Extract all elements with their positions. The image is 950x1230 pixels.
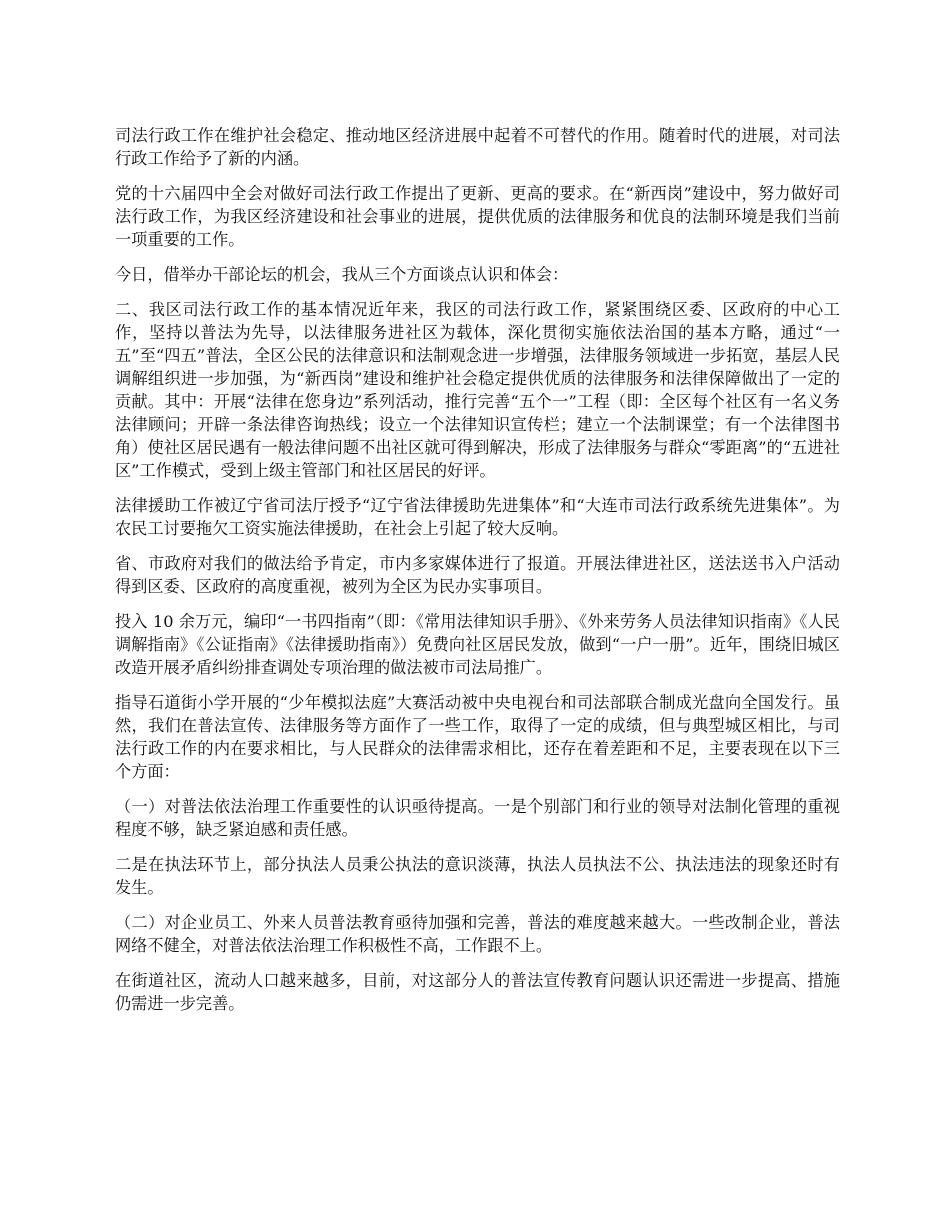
paragraph-5: 法律援助工作被辽宁省司法厅授予“辽宁省法律援助先进集体”和“大连市司法行政系统先进集体”。为农民工讨要拖欠工资实施法律援助，在社会上引起了较大反响。 xyxy=(115,496,840,538)
paragraph-3: 今日，借举办干部论坛的机会，我从三个方面谈点认识和体会： xyxy=(115,265,569,284)
paragraph-1: 司法行政工作在维护社会稳定、推动地区经济进展中起着不可替代的作用。随着时代的进展，对司法行政工作给予了新的内涵。 xyxy=(115,126,840,168)
paragraph-9: （一）对普法依法治理工作重要性的认识亟待提高。一是个别部门和行业的领导对法制化管理的重视程度不够，缺乏紧迫感和责任感。 xyxy=(115,797,840,839)
paragraph-12: 在街道社区，流动人口越来越多，目前，对这部分人的普法宣传教育问题认识还需进一步提高、措施仍需进一步完善。 xyxy=(115,971,840,1013)
paragraph-10: 二是在执法环节上，部分执法人员秉公执法的意识淡薄，执法人员执法不公、执法违法的现象还时有发生。 xyxy=(115,855,840,897)
document-body xyxy=(115,124,840,1027)
paragraph-4: 二、我区司法行政工作的基本情况近年来，我区的司法行政工作，紧紧围绕区委、区政府的中心工作，坚持以普法为先导，以法律服务进社区为载体，深化贯彻实施依法治国的基本方略，通过“一五”至“四五”普法，全区公民的法律意识和法制观念进一步增强，法律服务领域进一步拓宽，基层人民调解组织进一步加强，为“新西岗”建设和维护社会稳定提供优质的法律服务和法律保障做出了一定的贡献。其中：开展“法律在您身边”系列活动，推行完善“五个一”工程（即：全区每个社区有一名义务法律顾问；开辟一条法律咨询热线；设立一个法律知识宣传栏；建立一个法制课堂；有一个法律图书角）使社区居民遇有一般法律问题不出社区就可得到解决，形成了法律服务与群众“零距离”的“五进社区”工作模式，受到上级主管部门和社区居民的好评。 xyxy=(115,300,840,480)
paragraph-8: 指导石道街小学开展的“少年模拟法庭”大赛活动被中央电视台和司法部联合制成光盘向全国发行。虽然，我们在普法宣传、法律服务等方面作了一些工作，取得了一定的成绩，但与典型城区相比，与司法行政工作的内在要求相比，与人民群众的法律需求相比，还存在着差距和不足，主要表现在以下三个方面： xyxy=(115,693,840,781)
paragraph-11: （二）对企业员工、外来人员普法教育亟待加强和完善，普法的难度越来越大。一些改制企业，普法网络不健全，对普法依法治理工作积极性不高，工作跟不上。 xyxy=(115,913,840,955)
paragraph-2: 党的十六届四中全会对做好司法行政工作提出了更新、更高的要求。在“新西岗”建设中，努力做好司法行政工作，为我区经济建设和社会事业的进展，提供优质的法律服务和优良的法制环境是我们当前一项重要的工作。 xyxy=(115,184,840,249)
paragraph-6: 省、市政府对我们的做法给予肯定，市内多家媒体进行了报道。开展法律进社区，送法送书入户活动得到区委、区政府的高度重视，被列为全区为民办实事项目。 xyxy=(115,554,840,596)
paragraph-7: 投入 10 余万元，编印“一书四指南”（即：《常用法律知识手册》、《外来劳务人员法律知识指南》《人民调解指南》《公证指南》《法律援助指南》）免费向社区居民发放，做到“一户一册”。近年，围绕旧城区改造开展矛盾纠纷排查调处专项治理的做法被市司法局推广。 xyxy=(115,612,840,677)
